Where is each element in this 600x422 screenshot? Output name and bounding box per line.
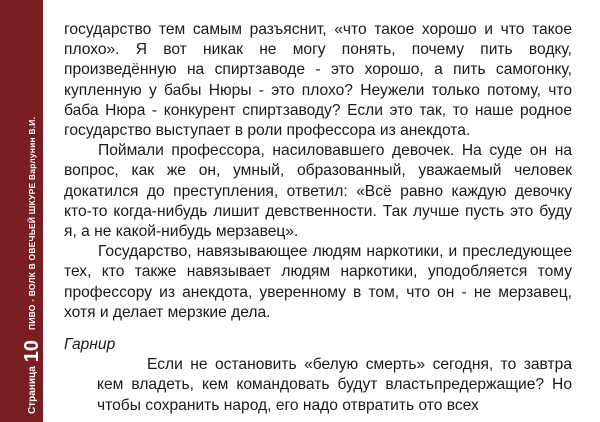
sidebar-caption xyxy=(21,0,43,422)
paragraph-2: Поймали профессора, насиловавшего девочек. На суде он на вопрос, как же он, умный, образованный, уважаемый человек докатился до преступления, ответил: «Всё равно каждую девочку кто-то когда-нибудь лишит девственности. Так лучше пусть это буду я, а не какой-нибудь мерзавец». xyxy=(64,142,572,241)
page-number: 10 xyxy=(21,339,43,363)
paragraph-4: Если не остановить «белую смерть» сегодня, то завтра кем владеть, кем командовать будут властьпредержащие? Но чтобы сохранить народ, его надо отвратить ото всех xyxy=(97,356,572,414)
section-heading: Гарнир xyxy=(64,336,116,354)
book-title: ПИВО - ВОЛК В ОВЕЧЬЕЙ ШКУРЕ Варлунин В.И. xyxy=(27,116,37,330)
page-sidebar xyxy=(0,0,43,422)
page-body xyxy=(64,20,572,416)
paragraph-1: государство тем самым разъяснит, «что такое хорошо и что такое плохо». Я вот никак не могу понять, почему пить водку, произведённую на спиртзаводе - это хорошо, а пить самогонку, купленную у бабы Нюры - это плохо? Неужели только потому, что баба Нюра - конкурент спиртзаводу? Если это так, то наше родное государство выступает в роли профессора из анекдота. xyxy=(64,21,572,140)
page-label: Страница xyxy=(26,366,38,414)
paragraph-3: Государство, навязывающее людям наркотики, и преследующее тех, кто также навязывает людям наркотики, уподобляется тому профессору из анекдота, уверенному в том, что он - не мерзавец, хотя и делает мерзкие дела. xyxy=(64,243,572,321)
